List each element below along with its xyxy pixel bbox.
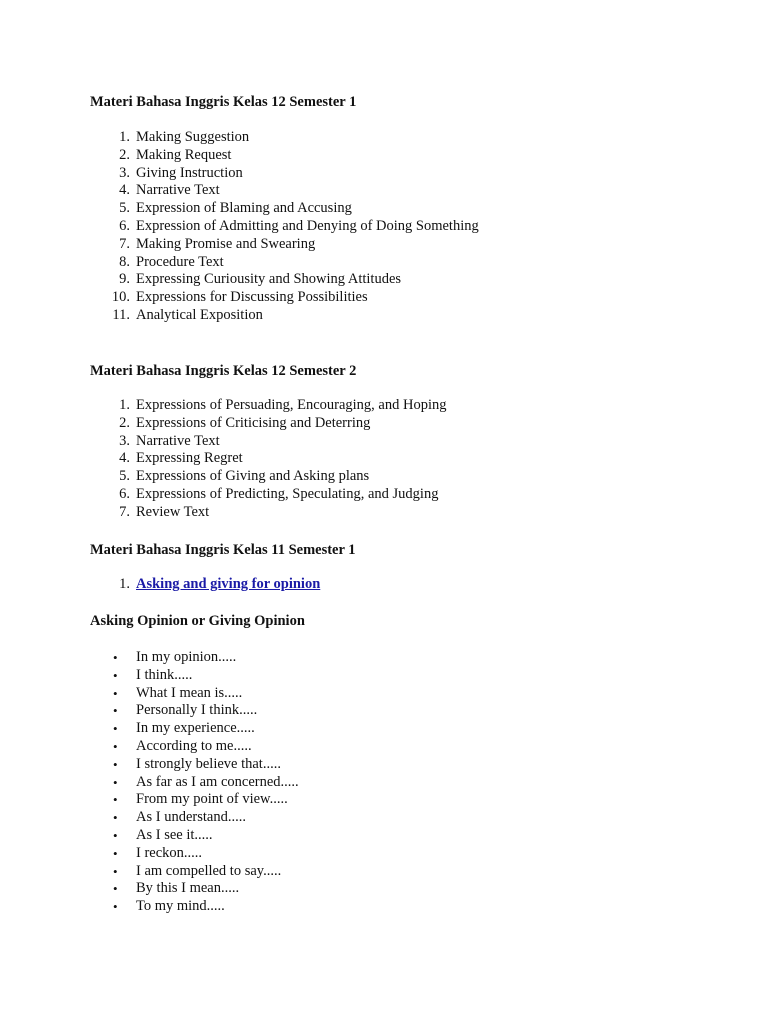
- list-item-text: I reckon.....: [136, 844, 203, 861]
- list-item-text: Expressions of Criticising and Deterring: [136, 414, 371, 431]
- list-number: 6.: [119, 217, 130, 234]
- list-number: 1.: [119, 129, 130, 145]
- list-item-text: I strongly believe that.....: [136, 755, 281, 772]
- bullet-icon: •: [113, 845, 118, 861]
- bullet-icon: •: [113, 899, 118, 915]
- bullet-icon: •: [113, 703, 118, 719]
- list-item-text: Making Promise and Swearing: [136, 235, 316, 252]
- list-item-text: Personally I think.....: [136, 702, 258, 719]
- bullet-icon: •: [113, 810, 118, 826]
- section-heading-kelas12-semester1: Materi Bahasa Inggris Kelas 12 Semester 1: [90, 94, 357, 110]
- list-number: 3.: [119, 164, 130, 181]
- list-item-text: As I understand.....: [136, 809, 246, 826]
- list-number: 2.: [119, 414, 130, 431]
- list-item-text: Expressing Regret: [136, 450, 243, 467]
- list-number: 7.: [119, 235, 130, 252]
- asking-giving-opinion-link[interactable]: Asking and giving for opinion: [136, 576, 321, 592]
- bullet-icon: •: [113, 827, 118, 843]
- list-number: 4.: [119, 182, 130, 199]
- bullet-icon: •: [113, 881, 118, 897]
- list-item-text: What I mean is.....: [136, 684, 243, 701]
- list-number: 2.: [119, 146, 130, 163]
- list-item-text: Procedure Text: [136, 253, 224, 270]
- list-item-text: Analytical Exposition: [136, 306, 263, 323]
- bullet-icon: •: [113, 721, 118, 737]
- section-heading-kelas11-semester1: Materi Bahasa Inggris Kelas 11 Semester 1: [90, 542, 356, 558]
- bullet-icon: •: [113, 685, 118, 701]
- list-number: 4.: [119, 450, 130, 467]
- list-item-text: Expressions for Discussing Possibilities: [136, 289, 368, 306]
- list-item-text: Expression of Blaming and Accusing: [136, 200, 352, 217]
- section-heading-asking-opinion: Asking Opinion or Giving Opinion: [90, 613, 305, 629]
- list-item-text: Review Text: [136, 503, 210, 520]
- list-item-text: Making Request: [136, 146, 232, 163]
- bullet-icon: •: [113, 792, 118, 808]
- list-item-text: According to me.....: [136, 737, 252, 754]
- list-item-text: I think.....: [136, 666, 193, 683]
- list-number: 5.: [119, 468, 130, 485]
- list-number: 6.: [119, 485, 130, 502]
- list-item-text: I am compelled to say.....: [136, 862, 282, 879]
- list-item-text: Expressions of Persuading, Encouraging, and Hoping: [136, 397, 447, 413]
- section-heading-kelas12-semester2: Materi Bahasa Inggris Kelas 12 Semester 2: [90, 363, 357, 379]
- list-item-text: By this I mean.....: [136, 880, 240, 897]
- bullet-icon: •: [113, 863, 118, 879]
- list-number: 1.: [119, 397, 130, 413]
- list-item-text: From my point of view.....: [136, 791, 288, 808]
- list-item-text: Expressions of Giving and Asking plans: [136, 468, 370, 485]
- list-item-text: Giving Instruction: [136, 164, 243, 181]
- list-number: 1.: [119, 576, 130, 592]
- list-item-text: Narrative Text: [136, 182, 220, 199]
- bullet-icon: •: [113, 650, 118, 665]
- list-number: 3.: [119, 432, 130, 449]
- list-item-text: As far as I am concerned.....: [136, 773, 299, 790]
- list-number: 8.: [119, 253, 130, 270]
- list-item-text: To my mind.....: [136, 898, 225, 915]
- bullet-icon: •: [113, 738, 118, 754]
- list-item-text: As I see it.....: [136, 826, 213, 843]
- list-item-text: Narrative Text: [136, 432, 220, 449]
- list-number: 9.: [119, 271, 130, 288]
- list-number: 10.: [111, 289, 130, 306]
- list-item-text: Expression of Admitting and Denying of Doing Something: [136, 217, 479, 234]
- bullet-icon: •: [113, 774, 118, 790]
- list-number: 11.: [112, 306, 130, 323]
- list-number: 7.: [119, 503, 130, 520]
- list-item-text: Making Suggestion: [136, 129, 250, 145]
- bullet-icon: •: [113, 756, 118, 772]
- list-item-text: Expressions of Predicting, Speculating, and Judging: [136, 485, 439, 502]
- list-item-text: In my experience.....: [136, 720, 255, 737]
- bullet-icon: •: [113, 667, 118, 683]
- list-item-text: In my opinion.....: [136, 649, 237, 665]
- list-number: 5.: [119, 200, 130, 217]
- list-item-text: Expressing Curiousity and Showing Attitudes: [136, 271, 402, 288]
